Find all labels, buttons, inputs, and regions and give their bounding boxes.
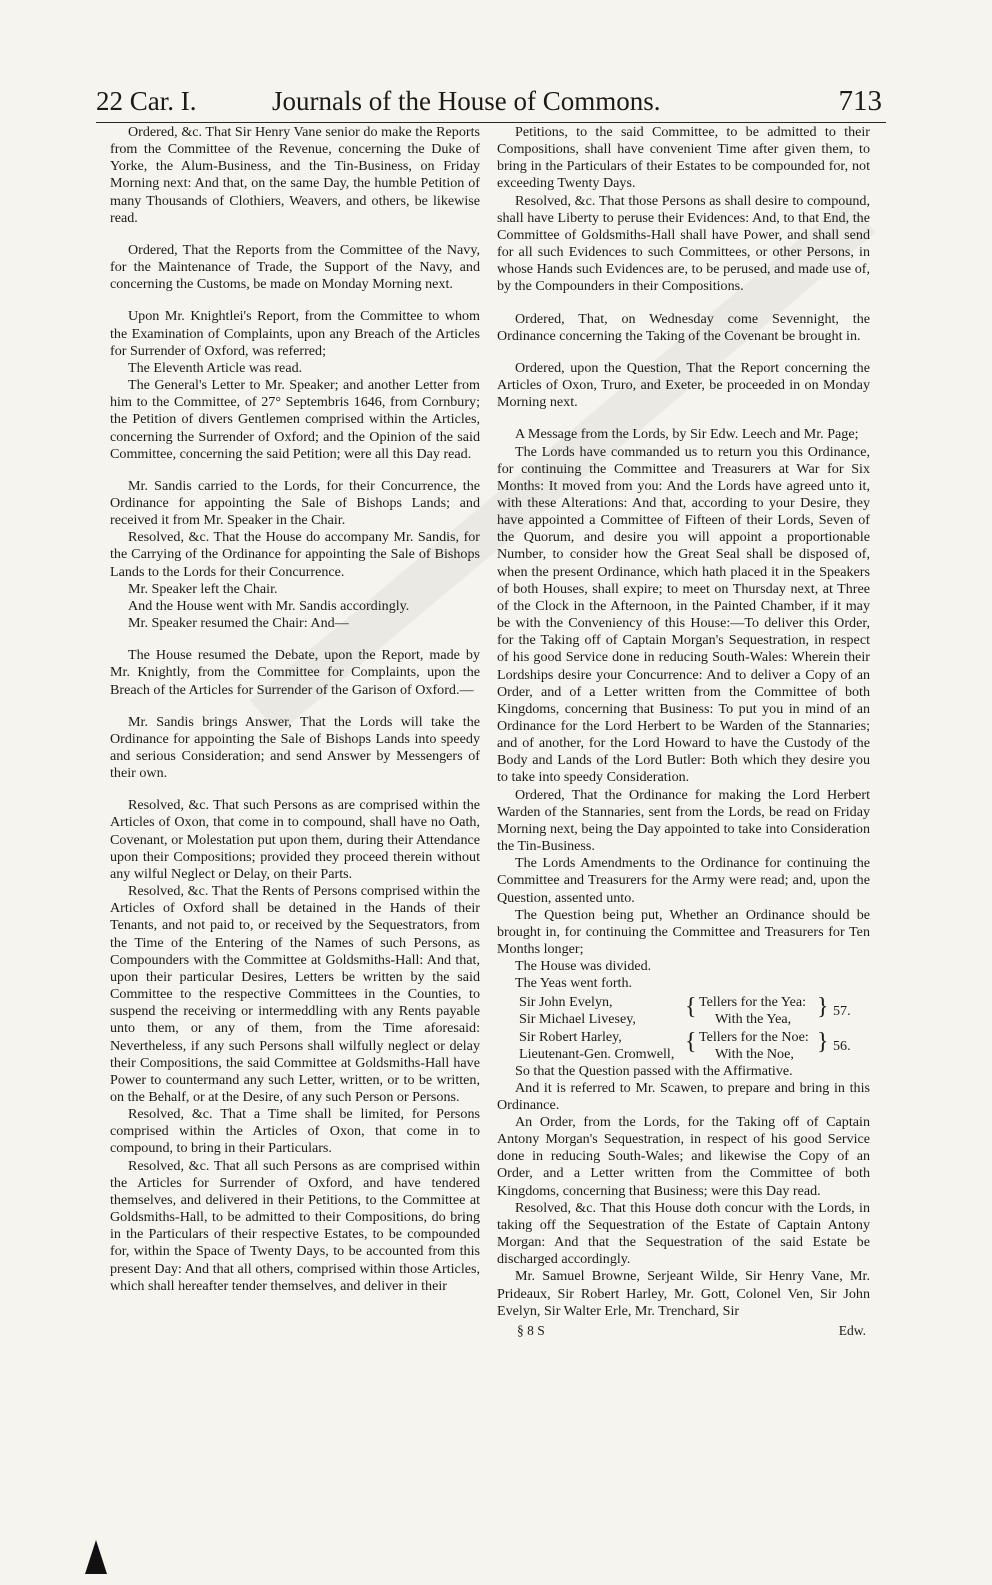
- teller-yea-1: Sir John Evelyn,: [519, 993, 613, 1010]
- paragraph: Ordered, &c. That Sir Henry Vane senior do make the Reports from the Committee of the Revenue, concerning the Duke of Yorke, the Alum-Business, and the Tin-Business, on Friday Morning next: And that, on the same Day, the humble Petition of many Thousands of Clothiers, Weavers, and others, be likewise read.: [110, 124, 480, 226]
- journal-title: Journals of the House of Commons.: [272, 86, 661, 116]
- paragraph: Mr. Sandis carried to the Lords, for their Concurrence, the Ordinance for appointing the Sale of Bishops Lands; and received it from Mr. Speaker in the Chair.: [110, 477, 480, 529]
- brace-yea-right: }: [817, 993, 829, 1020]
- paragraph: Ordered, That the Ordinance for making the Lord Herbert Warden of the Stannaries, sent from the Lords, be read on Friday Morning next, being the Day appointed to take into Consideration the Tin-Business.: [497, 786, 870, 855]
- left-column: [110, 124, 480, 1295]
- paragraph: Mr. Speaker left the Chair.: [128, 580, 278, 597]
- paragraph: Ordered, That, on Wednesday come Sevennight, the Ordinance concerning the Taking of the Covenant be brought in.: [497, 310, 870, 344]
- paragraph: Resolved, &c. That all such Persons as are comprised within the Articles for Surrender of Oxford, and have tendered themselves, and delivered in their Petitions, to the Committee at Goldsmiths-Hall, to be admitted to their Compositions, do bring in the Particulars of their respective Estates, to be compounded for, within the Space of Twenty Days, to be accounted from this present Day: And that all others, comprised within those Articles, which shall hereafter tender themselves, and deliver in their: [110, 1157, 480, 1294]
- paragraph: A Message from the Lords, by Sir Edw. Leech and Mr. Page;: [515, 426, 859, 443]
- paragraph: Resolved, &c. That this House doth concur with the Lords, in taking off the Sequestration of the Estate of Captain Antony Morgan: And that the Sequestration of the said Estate be discharged accordingly.: [497, 1199, 870, 1268]
- right-column: [497, 124, 870, 1339]
- paragraph: And it is referred to Mr. Scawen, to prepare and bring in this Ordinance.: [497, 1079, 870, 1113]
- teller-noe-with: With the Noe,: [715, 1045, 794, 1062]
- paragraph: Ordered, upon the Question, That the Report concerning the Articles of Oxon, Truro, and Exeter, be proceeded in on Monday Morning next.: [497, 359, 870, 411]
- brace-noe-right: }: [817, 1028, 829, 1055]
- page-number: 713: [838, 85, 882, 117]
- paragraph: The House was divided.: [515, 958, 652, 975]
- paragraph: Mr. Sandis brings Answer, That the Lords will take the Ordinance for appointing the Sale of Bishops Lands into speedy and serious Consideration; and send Answer by Messengers of their own.: [110, 713, 480, 782]
- yea-count: 57.: [833, 1002, 851, 1019]
- paragraph: Resolved, &c. That such Persons as are comprised within the Articles of Oxon, that come in to compound, shall have no Oath, Covenant, or Molestation put upon them, during their Attendance upon their Compositions; provided they proceed therein without any wilful Neglect or Delay, on their Parts.: [110, 797, 480, 882]
- division-tellers: [519, 993, 870, 1063]
- paragraph: The House resumed the Debate, upon the Report, made by Mr. Knightly, from the Committee for Complaints, upon the Breach of the Articles for Surrender of the Garison of Oxford.—: [110, 647, 480, 698]
- paragraph: The Eleventh Article was read.: [128, 359, 303, 376]
- paragraph: Petitions, to the said Committee, to be admitted to their Compositions, shall have convenient Time after given them, to bring in the Particulars of their Estates to be compounded for, not exceeding Twenty Days.: [497, 124, 870, 192]
- paragraph: Mr. Speaker resumed the Chair: And—: [128, 615, 349, 632]
- paragraph: The Lords Amendments to the Ordinance for continuing the Committee and Treasurers for the Army were read; and, upon the Question, assented unto.: [497, 855, 870, 906]
- teller-noe-role: Tellers for the Noe:: [699, 1028, 809, 1045]
- paragraph: An Order, from the Lords, for the Taking off of Captain Antony Morgan's Sequestration, in respect of his good Service done in reducing South-Wales; and likewise the Copy of an Order, and a Letter written from the Committee of both Kingdoms, concerning that Business; were this Day read.: [497, 1113, 870, 1199]
- regnal-year: 22 Car. I.: [96, 86, 197, 116]
- paragraph: Resolved, &c. That a Time shall be limited, for Persons comprised within the Articles of Oxon, that come in to compound, to bring in their Particulars.: [110, 1106, 480, 1157]
- signature-mark: § 8 S: [517, 1322, 545, 1338]
- teller-noe-2: Lieutenant-Gen. Cromwell,: [519, 1045, 675, 1062]
- paragraph: Resolved, &c. That the House do accompany Mr. Sandis, for the Carrying of the Ordinance for appointing the Sale of Bishops Lands to the Lords for their Concurrence.: [110, 529, 480, 580]
- teller-yea-role: Tellers for the Yea:: [699, 993, 807, 1010]
- paragraph: So that the Question passed with the Affirmative.: [515, 1062, 793, 1079]
- brace-yea-left: {: [685, 993, 697, 1020]
- paragraph: Resolved, &c. That those Persons as shall desire to compound, shall have Liberty to peruse their Evidences: And, to that End, the Committee of Goldsmiths-Hall shall have Power, and shall send for all such Evidences to such Committees, or other Persons, in whose Hands such Evidences are, to be perused, and made use of, by the Compounders in their Compositions.: [497, 192, 870, 295]
- catchword: Edw.: [838, 1322, 866, 1338]
- paragraph: Upon Mr. Knightlei's Report, from the Committee to whom the Examination of Complaints, upon any Breach of the Articles for Surrender of Oxford, was referred;: [110, 308, 480, 359]
- paragraph: Mr. Samuel Browne, Serjeant Wilde, Sir Henry Vane, Mr. Prideaux, Sir Robert Harley, Mr. Gott, Colonel Ven, Sir John Evelyn, Sir Walter Erle, Mr. Trenchard, Sir: [497, 1268, 870, 1319]
- paragraph: The Lords have commanded us to return you this Ordinance, for continuing the Committee and Treasurers at War for Six Months: It moved from you: And the Lords have agreed unto it, with these Alterations: And that, according to your Desire, they have appointed a Committee of Fifteen of their Lords, Seven of the Quorum, and desire you will appoint a proportionable Number, to consider how the Great Seal shall be disposed of, when the present Ordinance, which hath placed it in the Speakers of both Houses, shall expire; to meet on Thursday next, at Three of the Clock in the Afternoon, in the Painted Chamber, if it may be with the Conveniency of this House:—To deliver this Order, for the Taking off of Captain Morgan's Sequestration, in respect of his good Service done in reducing South-Wales: Wherein their Lordships desire your Concurrence: And to deliver a Copy of an Order, and of a Letter written from the Committee of both Kingdoms, concerning that Business: To put you in mind of an Ordinance for the Lord Herbert to be Warden of the Stannaries; and of another, for the Lord Howard to have the Custody of the Body and Lands of the Lord Butler: Both which they desire you to take into speedy Consideration.: [497, 443, 870, 786]
- teller-yea-with: With the Yea,: [715, 1010, 792, 1027]
- paragraph: And the House went with Mr. Sandis accordingly.: [128, 597, 410, 614]
- paragraph: The General's Letter to Mr. Speaker; and another Letter from him to the Committee, of 27° Septembris 1646, from Cornbury; the Petition of divers Gentlemen comprised within the Articles, concerning the Surrender of Oxford; and the Opinion of the said Committee, concerning the said Petition; were all this Day read.: [110, 377, 480, 462]
- paragraph: The Question being put, Whether an Ordinance should be brought in, for continuing the Committee and Treasurers for Ten Months longer;: [497, 906, 870, 958]
- teller-noe-1: Sir Robert Harley,: [519, 1028, 622, 1045]
- teller-yea-2: Sir Michael Livesey,: [519, 1010, 636, 1027]
- running-header: [96, 76, 886, 123]
- paragraph: Ordered, That the Reports from the Committee of the Navy, for the Maintenance of Trade, the Support of the Navy, and concerning the Customs, be made on Monday Morning next.: [110, 241, 480, 293]
- brace-noe-left: {: [685, 1028, 697, 1055]
- noe-count: 56.: [833, 1037, 851, 1054]
- margin-mark: [85, 1540, 107, 1574]
- paragraph: The Yeas went forth.: [515, 975, 633, 992]
- paragraph: Resolved, &c. That the Rents of Persons comprised within the Articles of Oxford shall be detained in the Hands of their Tenants, and not paid to, or received by the Sequestrators, from the Time of the Entering of the Names of such Persons, as Compounders with the Committee at Goldsmiths-Hall: And that, upon their particular Desires, Letters be written by the said Committee to the respective Committees in the Counties, to suspend the receiving or intermeddling with any Rents payable unto them, or any of them, from the Time aforesaid: Nevertheless, if any such Persons shall wilfully neglect or delay their Compositions, the said Committee at Goldsmiths-Hall have Power to countermand any such Letter, written, or to be written, on the Behalf, or at the Desire, of any such Person or Persons.: [110, 883, 480, 1105]
